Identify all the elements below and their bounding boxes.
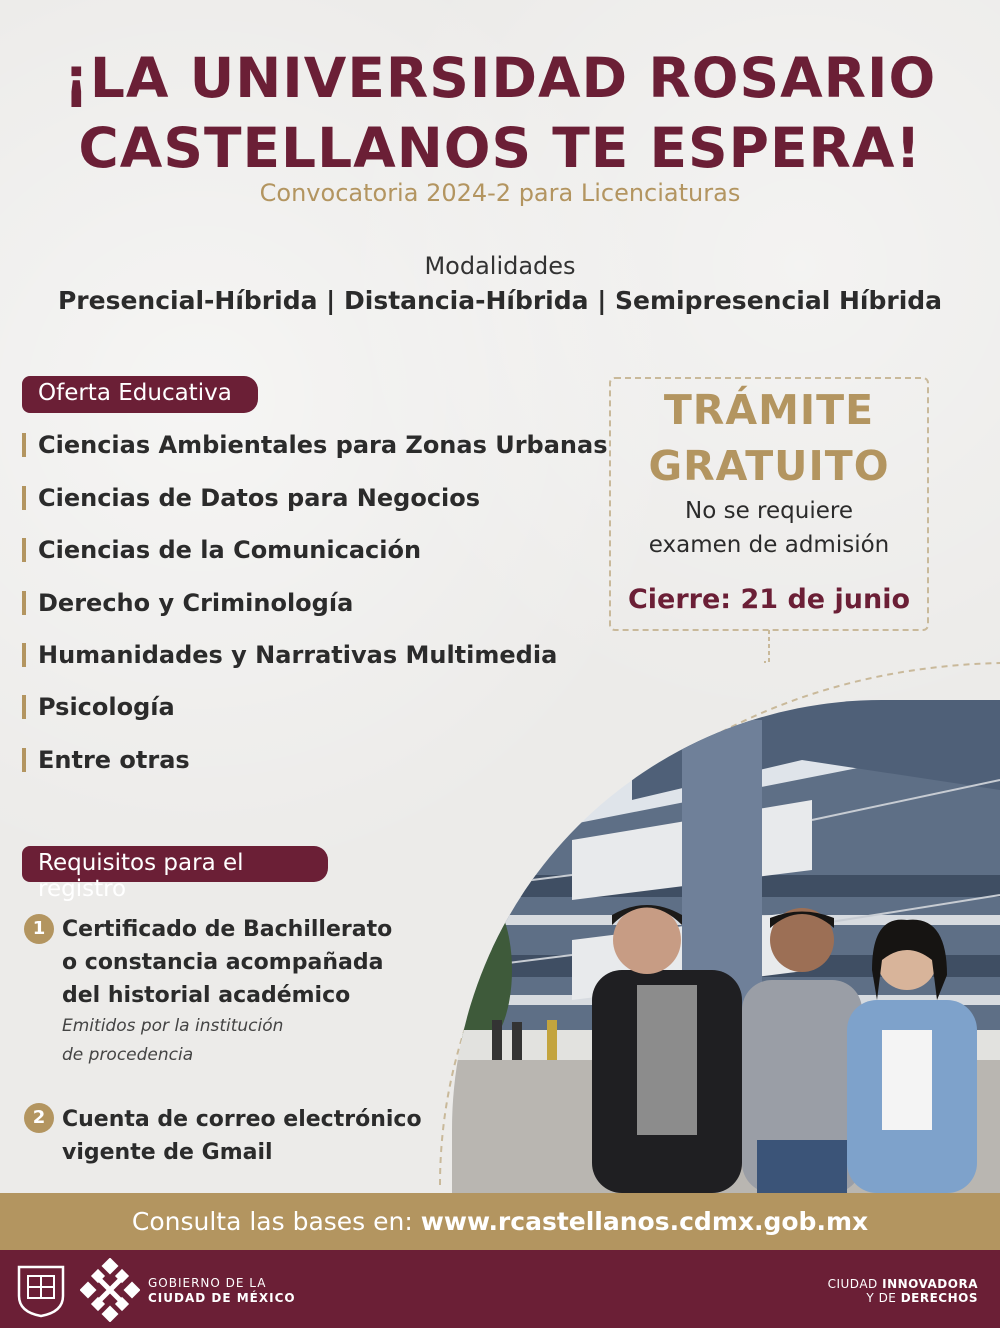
tramite-line2: GRATUITO: [648, 442, 890, 490]
program-item: Derecho y Criminología: [22, 591, 353, 615]
slogan-line1a: CIUDAD: [827, 1277, 883, 1291]
bases-prefix: Consulta las bases en:: [131, 1207, 421, 1236]
program-item: Humanidades y Narrativas Multimedia: [22, 643, 557, 667]
program-item: Ciencias Ambientales para Zonas Urbanas: [22, 433, 608, 457]
cdmx-shield-icon: [16, 1264, 66, 1318]
program-item: Ciencias de la Comunicación: [22, 538, 421, 562]
requisito-1-note2: de procedencia: [62, 1045, 194, 1065]
modalidades-label: Modalidades: [424, 252, 576, 280]
program-item: Psicología: [22, 695, 175, 719]
requisito-1-note1: Emitidos por la institución: [62, 1016, 284, 1036]
program-item: Ciencias de Datos para Negocios: [22, 486, 480, 510]
cdmx-logo-icon: [80, 1258, 140, 1322]
slogan-line2b: DERECHOS: [900, 1291, 978, 1305]
requisitos-badge: Requisitos para el registro: [22, 846, 328, 882]
oferta-educativa-badge: Oferta Educativa: [22, 376, 258, 413]
modalidades-values: Presencial-Híbrida | Distancia-Híbrida | Semipresencial Híbrida: [57, 286, 943, 315]
no-exam-line1: No se requiere: [685, 498, 853, 524]
gob-line1: GOBIERNO DE LA: [148, 1276, 267, 1290]
program-item: Entre otras: [22, 748, 190, 772]
gob-line2: CIUDAD DE MÉXICO: [148, 1291, 296, 1305]
requisito-2-line1: Cuenta de correo electrónico: [62, 1107, 422, 1132]
no-exam-line2: examen de admisión: [648, 532, 890, 558]
step-number-2: 2: [24, 1103, 54, 1133]
cierre-date: Cierre: 21 de junio: [627, 584, 911, 615]
requisito-2-line2: vigente de Gmail: [62, 1140, 273, 1165]
subtitle: Convocatoria 2024-2 para Licenciaturas: [259, 179, 741, 207]
tramite-line1: TRÁMITE: [663, 386, 875, 434]
requisito-1-line1: Certificado de Bachillerato: [62, 917, 393, 942]
main-title-line1: ¡LA UNIVERSIDAD ROSARIO: [63, 46, 937, 110]
bases-banner: [0, 1193, 1000, 1250]
slogan-line1b: INNOVADORA: [882, 1277, 978, 1291]
requisito-1-line3: del historial académico: [62, 983, 351, 1008]
gobierno-cdmx-label: [148, 1276, 296, 1306]
ciudad-innovadora-slogan: [828, 1277, 978, 1305]
step-number-1: 1: [24, 914, 54, 944]
slogan-line2a: Y DE: [866, 1291, 901, 1305]
bases-url-link[interactable]: www.rcastellanos.cdmx.gob.mx: [420, 1207, 869, 1236]
main-title-line2: CASTELLANOS TE ESPERA!: [78, 116, 922, 180]
requisito-1-line2: o constancia acompañada: [62, 950, 384, 975]
